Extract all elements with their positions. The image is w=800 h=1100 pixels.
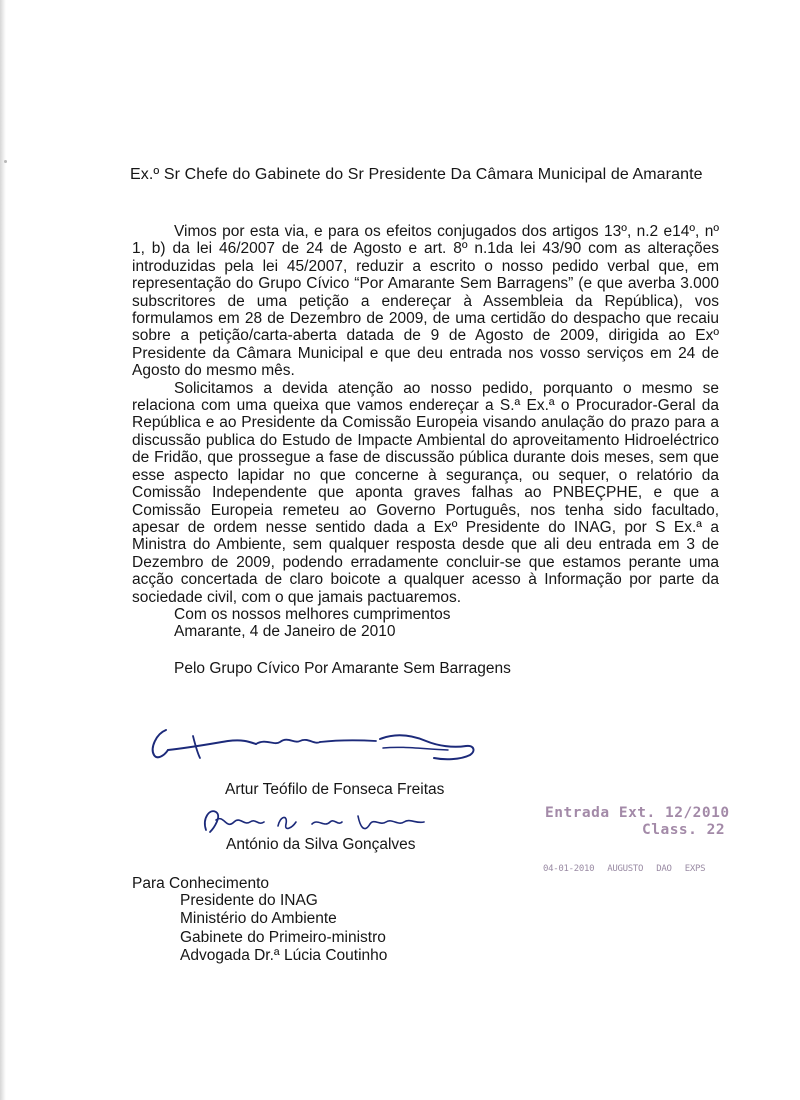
- addressee-line: Ex.º Sr Chefe do Gabinete do Sr Presidente Da Câmara Municipal de Amarante: [130, 166, 703, 183]
- on-behalf-line: Pelo Grupo Cívico Por Amarante Sem Barragens: [174, 659, 511, 677]
- signatory-name-1: Artur Teófilo de Fonseca Freitas: [225, 781, 445, 798]
- stamp-class: Class. 22: [642, 822, 726, 838]
- cc-recipient: Ministério do Ambiente: [180, 910, 337, 928]
- place-date-line: Amarante, 4 de Janeiro de 2010: [174, 623, 396, 641]
- stamp-date-line: 04-01-2010 AUGUSTO DAO EXPS: [543, 864, 706, 874]
- paragraph-justification: Solicitamos a devida atenção ao nosso pedido, porquanto o mesmo se relaciona com uma queixa que vamos endereçar a S.ª Ex.ª o Procurador-Geral da República e ao Presidente da Comissão Europeia visando anulação do prazo para a discussão publica do Estudo de Impacte Ambiental do aproveitamento Hidroeléctrico de Fridão, que prossegue a fase de discussão pública durante dois meses, sem que esse aspecto lapidar no que concerne à segurança, ou sequer, o relatório da Comissão Independente que aponta graves falhas ao PNBEÇPHE, e que a Comissão Europeia remeteu ao Governo Português, nos tenha sido facultado, apesar de ordem nesse sentido dada a Exº Presidente do INAG, por S Ex.ª a Ministra do Ambiente, sem qualquer resposta desde que ali deu entrada em 3 de Dezembro de 2009, podendo erradamente concluir-se que estamos perante uma acção concertada de claro boicote a qualquer acesso à Informação por parte da sociedade civil, com o que jamais pactuaremos.: [132, 379, 719, 606]
- cc-recipient: Presidente do INAG: [180, 892, 318, 909]
- cc-label: Para Conhecimento: [132, 875, 269, 892]
- cc-recipient: Advogada Dr.ª Lúcia Coutinho: [180, 946, 388, 964]
- signatory-name-2: António da Silva Gonçalves: [226, 836, 416, 853]
- closing-line: Com os nossos melhores cumprimentos: [174, 605, 451, 623]
- cc-recipient-list: [180, 892, 387, 965]
- signature-artur: [148, 722, 488, 772]
- scan-speck: [4, 160, 7, 163]
- signature-antonio: [200, 800, 440, 840]
- paragraph-request: Vimos por esta via, e para os efeitos conjugados dos artigos 13º, n.2 e14º, nº 1, b) da lei 46/2007 de 24 de Agosto e art. 8º n.1da lei 43/90 com as alterações introduzidas pela lei 45/2007, reduzir a escrito o nosso pedido verbal que, em representação do Grupo Cívico “Por Amarante Sem Barragens” (e que averba 3.000 subscritores de uma petição a endereçar à Assembleia da República), vos formulamos em 28 de Dezembro de 2009, de uma certidão do despacho que recaiu sobre a petição/carta-aberta datada de 9 de Agosto de 2009, dirigida ao Exº Presidente da Câmara Municipal e que deu entrada nos vosso serviços em 24 de Agosto do mesmo mês.: [132, 223, 719, 380]
- cc-recipient: Gabinete do Primeiro-ministro: [180, 928, 386, 946]
- letter-body: [132, 223, 719, 677]
- scan-left-edge: [0, 0, 6, 1100]
- stamp-entry: Entrada Ext. 12/2010: [545, 805, 730, 821]
